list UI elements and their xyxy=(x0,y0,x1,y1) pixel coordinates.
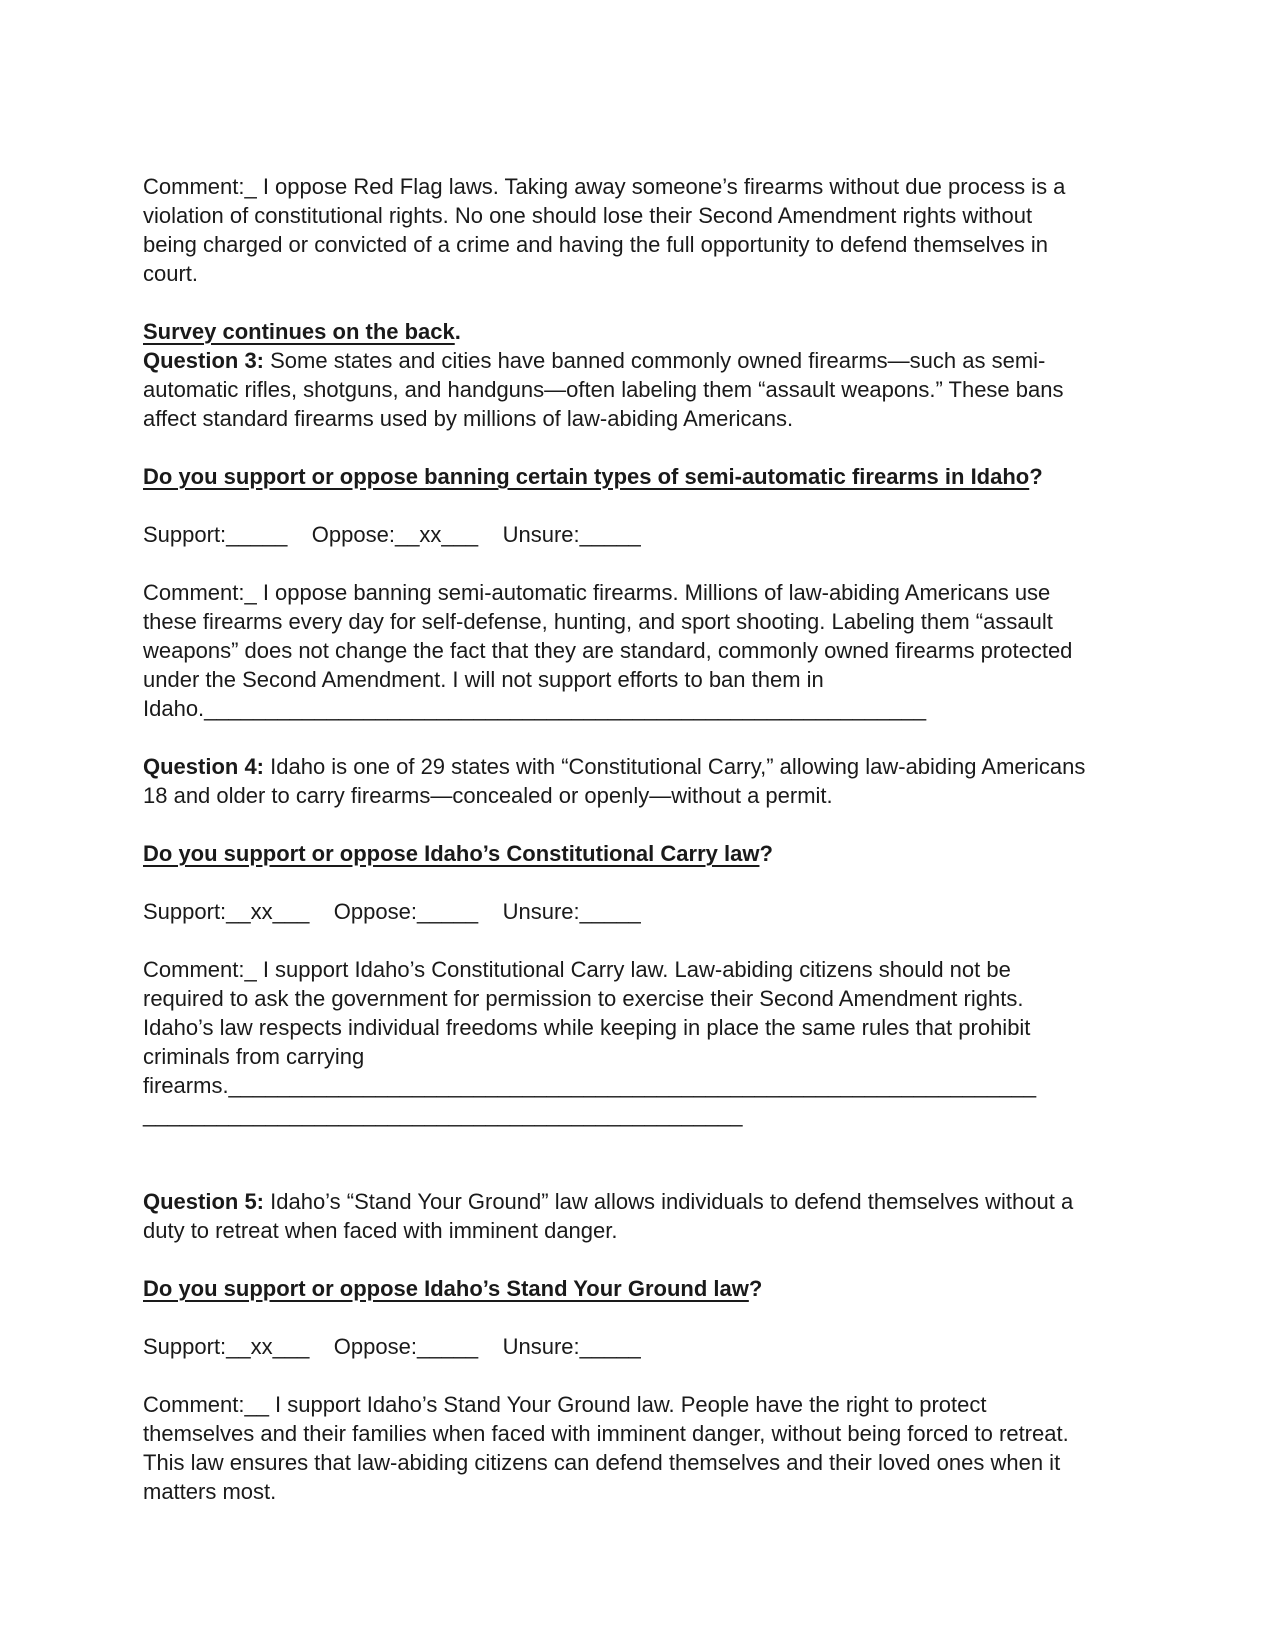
question-4-text: Idaho is one of 29 states with “Constitutional Carry,” allowing law-abiding Americans 18 and older to carry firearms—concealed or openly—without a permit. xyxy=(143,754,1086,808)
question-3-prompt-text: Do you support or oppose banning certain types of semi-automatic firearms in Idaho xyxy=(143,464,1030,489)
question-5-response-line: Support:__xx___ Oppose:_____ Unsure:_____ xyxy=(143,1334,641,1359)
question-5-comment: Comment:__ I support Idaho’s Stand Your Ground law. People have the right to protect themselves and their families when faced with imminent danger, without being forced to retreat. This law ensures that law-abiding citizens can defend themselves and their loved ones when it matters most. xyxy=(143,1392,1069,1504)
question-4-label: Question 4: xyxy=(143,754,265,779)
question-5-paragraph xyxy=(143,1187,1088,1245)
question-4-paragraph xyxy=(143,752,1088,810)
question-5-text: Idaho’s “Stand Your Ground” law allows individuals to defend themselves without a duty to retreat when faced with imminent danger. xyxy=(143,1189,1074,1243)
survey-continues-text: Survey continues on the back xyxy=(143,319,455,344)
question-4-prompt-mark: ? xyxy=(759,841,773,866)
question-5-label: Question 5: xyxy=(143,1189,265,1214)
question-4-response-line: Support:__xx___ Oppose:_____ Unsure:_____ xyxy=(143,899,641,924)
question-4-prompt xyxy=(143,839,1088,868)
question-3-prompt xyxy=(143,462,1088,491)
question-4-comment: Comment:_ I support Idaho’s Constitutional Carry law. Law-abiding citizens should not be required to ask the government for permission to exercise their Second Amendment rights. Idaho’s law respects individual freedoms while keeping in place the same rules that prohibit criminals from carrying firearms.__________________________________________________________________ _________________________________________________ xyxy=(143,957,1037,1127)
question-5-prompt xyxy=(143,1274,1088,1303)
question-3-response-line: Support:_____ Oppose:__xx___ Unsure:_____ xyxy=(143,522,641,547)
question-3-paragraph xyxy=(143,346,1088,433)
question-2-comment: Comment:_ I oppose Red Flag laws. Taking away someone’s firearms without due process is a violation of constitutional rights. No one should lose their Second Amendment rights without being charged or convicted of a crime and having the full opportunity to defend themselves in court. xyxy=(143,174,1066,286)
question-4-prompt-text: Do you support or oppose Idaho’s Constitutional Carry law xyxy=(143,841,760,866)
question-5-prompt-mark: ? xyxy=(748,1276,763,1301)
survey-continues-period: . xyxy=(454,319,461,344)
question-5-prompt-text: Do you support or oppose Idaho’s Stand Your Ground law xyxy=(143,1276,749,1301)
survey-continues-note xyxy=(143,317,1088,346)
question-3-text: Some states and cities have banned commonly owned firearms—such as semi-automatic rifles, shotguns, and handguns—often labeling them “assault weapons.” These bans affect standard firearms used by millions of law-abiding Americans. xyxy=(143,348,1064,431)
question-3-prompt-mark: ? xyxy=(1029,464,1043,489)
question-3-label: Question 3: xyxy=(143,348,265,373)
question-3-comment: Comment:_ I oppose banning semi-automatic firearms. Millions of law-abiding Americans use these firearms every day for self-defense, hunting, and sport shooting. Labeling them “assault weapons” does not change the fact that they are standard, commonly owned firearms protected under the Second Amendment. I will not support efforts to ban them in Idaho.___________________________________________________________ xyxy=(143,580,1073,721)
